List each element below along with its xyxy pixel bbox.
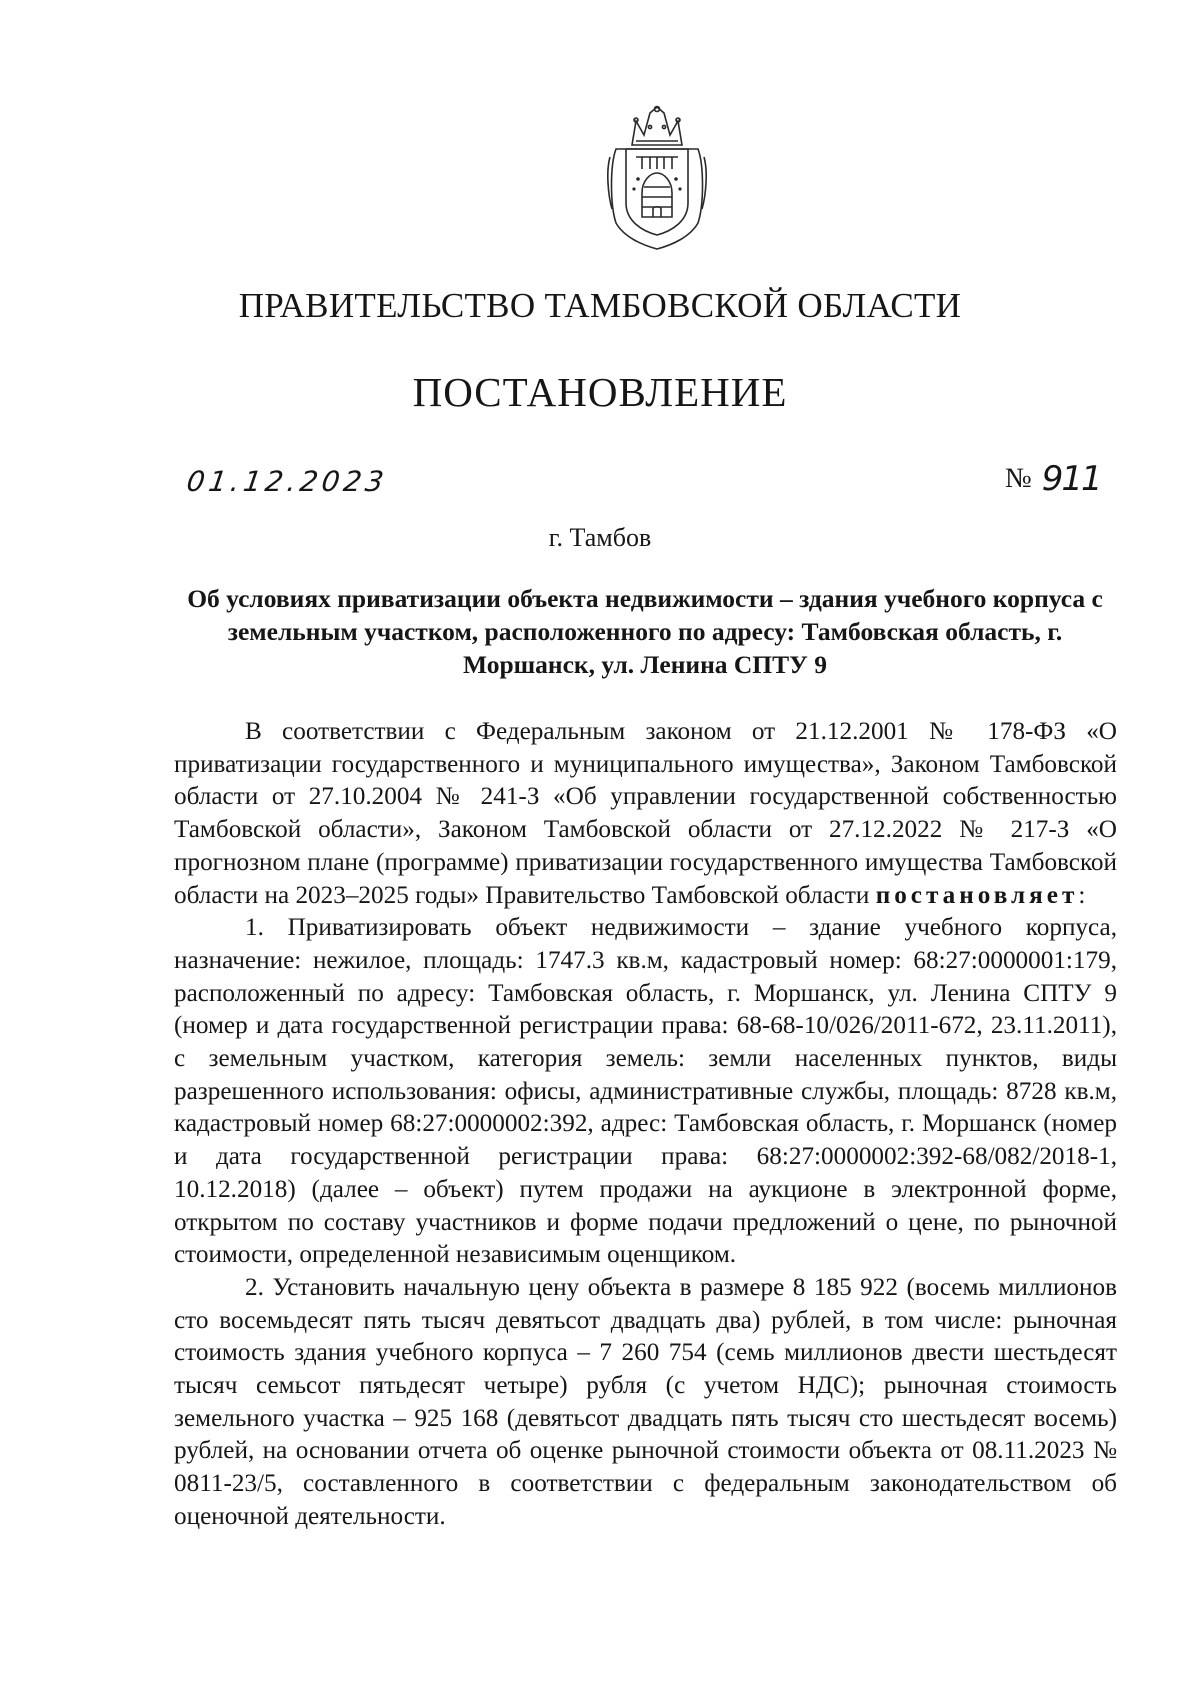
decree-word: постановляет — [875, 881, 1079, 909]
organization-name: ПРАВИТЕЛЬСТВО ТАМБОВСКОЙ ОБЛАСТИ — [238, 286, 962, 325]
preamble-text: В соответствии с Федеральным законом от 21.12.2001 № 178-ФЗ «О приватизации государственного и муниципального имущества», Законом Тамбовской области от 27.10.2004 № 241-З «Об управлении государственной собственностью Тамбовской области», Законом Тамбовской области от 27.12.2022 № 217-З «О прогнозном плане (программе) приватизации государственного имущества Тамбовской области на 2023–2025 годы» Правительство Тамбовской области — [174, 718, 1117, 909]
item-1-paragraph: 1. Приватизировать объект недвижимости – здание учебного корпуса, назначение: нежилое, площадь: 1747.3 кв.м, кадастровый номер: 68:27:0000001:179, расположенный по адресу: Тамбовская область, г. Моршанск, ул. Ленина СПТУ 9 (номер и дата государственной регистрации права: 68-68-10/026/2011-672, 23.11.2011), с земельным участком, категория земель: земли населенных пунктов, виды разрешенного использования: офисы, административные службы, площадь: 8728 кв.м, кадастровый номер 68:27:0000002:392, адрес: Тамбовская область, г. Моршанск (номер и дата государственной регистрации права: 68:27:0000002:392-68/082/2018-1, 10.12.2018) (далее – объект) путем продажи на аукционе в электронной форме, открытом по составу участников и форме подачи предложений о цене, по рыночной стоимости, определенной независимым оценщиком. — [174, 914, 1117, 1269]
document-subject: Об условиях приватизации объекта недвижимости – здания учебного корпуса с земельным участком, расположенного по адресу: Тамбовская область, г. Моршанск, ул. Ленина СПТУ 9 — [187, 584, 1103, 679]
document-city: г. Тамбов — [548, 523, 652, 552]
document-body — [174, 716, 1117, 1534]
number-value: 911 — [1041, 459, 1101, 499]
document-date: 01.12.2023 — [184, 465, 390, 498]
decree-colon: : — [1078, 881, 1086, 909]
document-type: ПОСТАНОВЛЕНИЕ — [412, 369, 788, 415]
preamble-paragraph — [174, 716, 1117, 912]
item-2-paragraph: 2. Установить начальную цену объекта в размере 8 185 922 (восемь миллионов сто восемьдесят пять тысяч девятьсот двадцать два) рублей, в том числе: рыночная стоимость здания учебного корпуса – 7 260 754 (семь миллионов двести шестьдесят тысяч семьсот пятьдесят четыре) рубля (с учетом НДС); рыночная стоимость земельного участка – 925 168 (девятьсот двадцать пять тысяч сто шестьдесят восемь) рублей, на основании отчета об оценке рыночной стоимости объекта от 08.11.2023 № 0811-23/5, составленного в соответствии с федеральным законодательством об оценочной деятельности. — [174, 1273, 1117, 1530]
document-number — [1005, 459, 1101, 499]
number-sign: № — [1005, 463, 1032, 494]
tambov-coat-of-arms-icon — [606, 105, 709, 252]
